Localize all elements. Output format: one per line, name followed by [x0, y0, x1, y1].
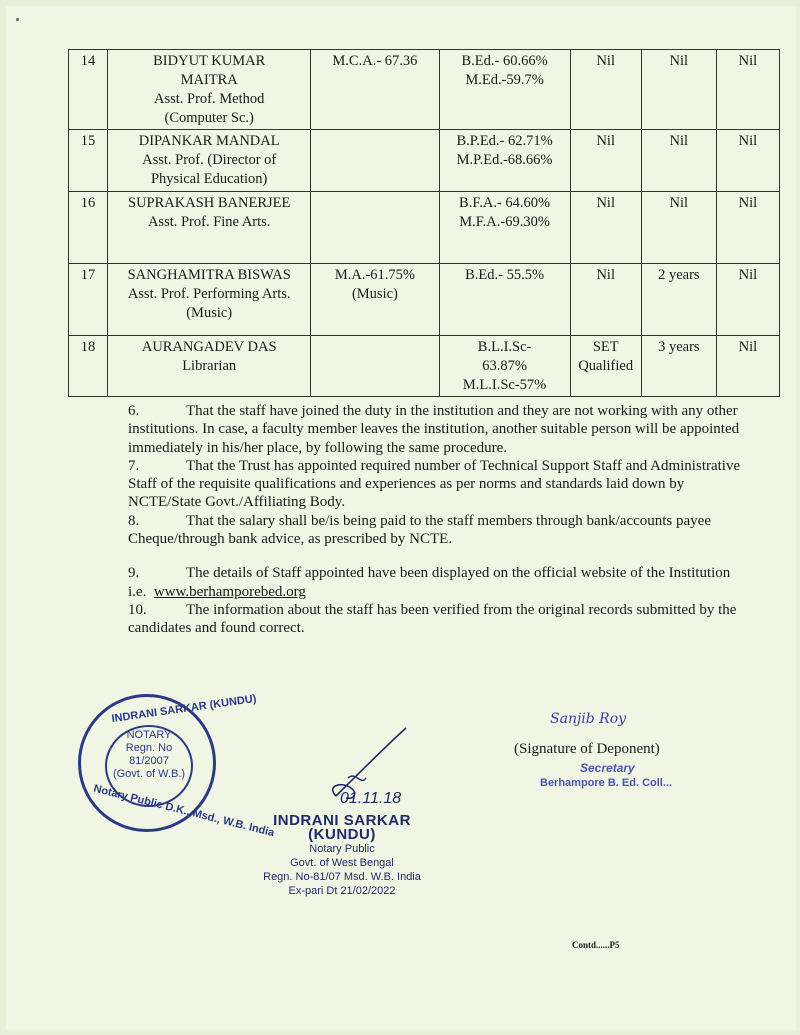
table-row: [69, 191, 780, 263]
staff-table: [68, 49, 780, 397]
cell-extra: Nil: [570, 263, 641, 335]
cell-exp: Nil: [641, 191, 716, 263]
cell-name: BIDYUT KUMAR MAITRA Asst. Prof. Method (Computer Sc.): [108, 50, 311, 130]
cell-num: 14: [69, 50, 108, 130]
cell-name: SUPRAKASH BANERJEE Asst. Prof. Fine Arts.: [108, 191, 311, 263]
cell-pg: M.A.-61.75% (Music): [311, 263, 439, 335]
cell-exp: 3 years: [641, 335, 716, 397]
cell-exp: Nil: [641, 130, 716, 192]
notary-seal: [78, 692, 276, 840]
table-row: [69, 130, 780, 192]
cell-pg: [311, 130, 439, 192]
cell-prof: B.F.A.- 64.60% M.F.A.-69.30%: [439, 191, 570, 263]
cell-name: SANGHAMITRA BISWAS Asst. Prof. Performing Arts. (Music): [108, 263, 311, 335]
continued-note: Contd......P5: [572, 940, 620, 950]
cell-exp: 2 years: [641, 263, 716, 335]
cell-res: Nil: [716, 191, 779, 263]
cell-extra: Nil: [570, 191, 641, 263]
cell-extra: SET Qualified: [570, 335, 641, 397]
notary-name: INDRANI SARKAR (KUNDU): [273, 812, 411, 843]
paragraph-7: 7. That the Trust has appointed required number of Technical Support Staff and Administrative Staff of the requisite qualifications and experiences as per norms and standards laid down by NCTE/State Govt./Affiliating Body.: [128, 457, 741, 511]
seal-center: NOTARY Regn. No 81/2007 (Govt. of W.B.): [105, 725, 193, 807]
cell-res: Nil: [716, 130, 779, 192]
cell-pg: [311, 191, 439, 263]
deponent-label: (Signature of Deponent): [514, 741, 660, 757]
declaration-paragraphs: [128, 402, 756, 638]
cell-prof: B.L.I.Sc- 63.87% M.L.I.Sc-57%: [439, 335, 570, 397]
speck: [16, 18, 19, 21]
cell-pg: [311, 335, 439, 397]
seal-ring-bottom: Notary Public D.K., Msd., W.B. India: [92, 782, 276, 840]
cell-extra: Nil: [570, 50, 641, 130]
cell-exp: Nil: [641, 50, 716, 130]
cell-prof: B.P.Ed.- 62.71% M.P.Ed.-68.66%: [439, 130, 570, 192]
cell-name: AURANGADEV DAS Librarian: [108, 335, 311, 397]
paragraph-10: 10. The information about the staff has been verified from the original records submitted by the candidates and found correct.: [128, 601, 737, 637]
table-row: [69, 263, 780, 335]
secretary-stamp: Secretary: [580, 761, 635, 775]
cell-pg: M.C.A.- 67.36: [311, 50, 439, 130]
notary-block: INDRANI SARKAR (KUNDU) Notary Public Govt. of West Bengal Regn. No-81/07 Msd. W.B. India Ex-pari Dt 21/02/2022: [242, 814, 442, 898]
notary-date: 01.11.18: [340, 790, 402, 807]
cell-prof: B.Ed.- 60.66% M.Ed.-59.7%: [439, 50, 570, 130]
paragraph-8: 8. That the salary shall be/is being paid to the staff members through bank/accounts payee Cheque/through bank advice, as prescribed by NCTE.: [128, 512, 711, 548]
cell-name: DIPANKAR MANDAL Asst. Prof. (Director of Physical Education): [108, 130, 311, 192]
cell-res: Nil: [716, 335, 779, 397]
paragraph-6: 6. That the staff have joined the duty in the institution and they are not working with any other institutions. In case, a faculty member leaves the institution, another suitable person will be appointed immediately in his/her place, by following the same procedure.: [128, 403, 740, 456]
cell-num: 15: [69, 130, 108, 192]
website-link[interactable]: www.berhamporebed.org: [153, 583, 306, 600]
cell-num: 17: [69, 263, 108, 335]
document-page: [6, 6, 796, 1030]
seal-ring-top: INDRANI SARKAR (KUNDU): [110, 692, 258, 726]
cell-num: 18: [69, 335, 108, 397]
table-row: [69, 50, 780, 130]
deponent-signature: Sanjib Roy: [550, 711, 627, 727]
table-row: [69, 335, 780, 397]
cell-prof: B.Ed.- 55.5%: [439, 263, 570, 335]
paragraph-9: 9. The details of Staff appointed have been displayed on the official website of the Institution i.e. www.berhamporebed.org: [128, 565, 731, 600]
cell-num: 16: [69, 191, 108, 263]
cell-res: Nil: [716, 50, 779, 130]
cell-extra: Nil: [570, 130, 641, 192]
college-stamp: Berhampore B. Ed. Coll...: [540, 777, 673, 789]
cell-res: Nil: [716, 263, 779, 335]
